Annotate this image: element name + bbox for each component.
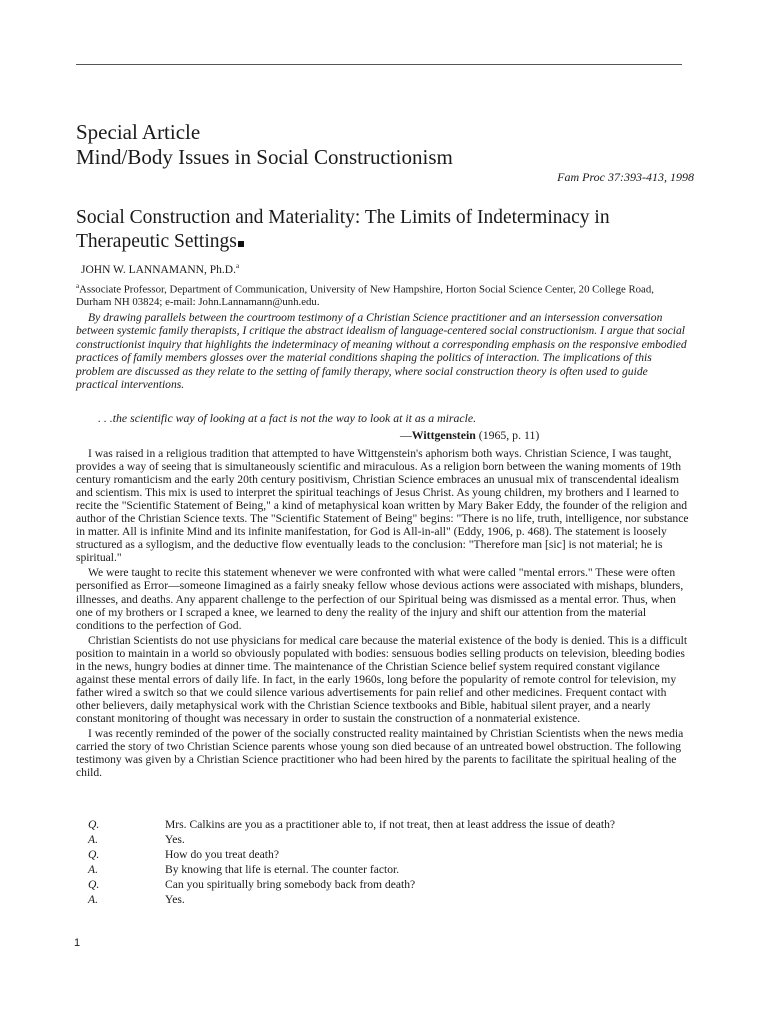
journal-citation: Fam Proc 37:393-413, 1998 (557, 170, 694, 184)
body-paragraph: I was raised in a religious tradition that attempted to have Wittgenstein's aphorism both ways. Christian Science, I was taught, provides a way of seeing that is simultaneously scientific and miraculous. As a religion born between the waning moments of 19th century romanticism and the early 20th century positivism, Christian Science embraces an unusual mix of transcendental idealism and scientism. This mix is used to interpret the spiritual teachings of Jesus Christ. As young children, my brothers and I learned to recite the "Scientific Statement of Being," a kind of metaphysical koan written by Mary Baker Eddy, the founder of the religion and author of the Christian Science texts. The "Scientific Statement of Being" begins: "There is no life, truth, intelligence, nor substance in matter. All is infinite Mind and its infinite manifestation, for God is All-in-all" (Eddy, 1906, p. 468). The statement is loosely structured as a syllogism, and the deductive flow eventually leads to the conclusion: "Therefore man [sic] is not material; he is spiritual." (76, 447, 689, 565)
article-title (76, 206, 696, 254)
epigraph-dash: — (400, 428, 412, 442)
special-article-label: Special Article (76, 120, 201, 144)
testimony-row (88, 892, 685, 907)
testimony-row (88, 877, 685, 892)
testimony-row (88, 847, 685, 862)
testimony-transcript (88, 817, 685, 907)
epigraph-source: (1965, p. 11) (475, 428, 540, 442)
testimony-text: By knowing that life is eternal. The counter factor. (165, 863, 400, 876)
testimony-text: Mrs. Calkins are you as a practitioner able to, if not treat, then at least address the issue of death? (165, 818, 616, 831)
article-heading (76, 120, 453, 170)
testimony-text: Can you spiritually bring somebody back from death? (165, 878, 416, 891)
article-body (76, 447, 692, 781)
section-title: Mind/Body Issues in Social Constructionism (76, 145, 453, 169)
testimony-speaker: A. (88, 863, 98, 876)
epigraph-author: Wittgenstein (411, 428, 476, 442)
article-title-text: Social Construction and Materiality: The Limits of Indeterminacy in Therapeutic Settings (76, 207, 610, 252)
affiliation-text: Associate Professor, Department of Communication, University of New Hampshire, Horton Social Science Center, 20 College Road, Durham NH 03824; e-mail: John.Lannamann@unh.edu. (76, 283, 654, 309)
author-affiliation (76, 280, 688, 309)
testimony-speaker: Q. (88, 818, 100, 831)
author-line (81, 262, 239, 276)
author-name: JOHN W. LANNAMANN, Ph.D. (81, 263, 236, 276)
author-superscript: a (235, 262, 240, 270)
testimony-row (88, 862, 685, 877)
testimony-speaker: Q. (88, 878, 100, 891)
body-paragraph: I was recently reminded of the power of the socially constructed reality maintained by Christian Scientists when the news media carried the story of two Christian Science parents whose young son died because of an untreated bowel obstruction. The following testimony was given by a Christian Science practitioner who had been hired by the parents to facilitate the spiritual healing of the child. (76, 726, 684, 780)
top-rule (76, 64, 682, 65)
testimony-text: Yes. (165, 833, 185, 846)
abstract: By drawing parallels between the courtroom testimony of a Christian Science practitioner and an intersession conversation between systemic family therapists, I critique the abstract idealism of language-centered social constructionism. I argue that social constructionist inquiry that highlights the indeterminacy of meaning without a corresponding emphasis on the responsive embodied practices of family members glosses over the material conditions shaping the politics of interaction. The implications of this problem are discussed as they relate to the setting of family therapy, where social construction theory is often used to guide practical interventions. (76, 311, 687, 392)
testimony-text: Yes. (165, 893, 185, 906)
affiliation-superscript: a (76, 282, 80, 290)
testimony-row (88, 817, 685, 832)
epigraph-quote: . . .the scientific way of looking at a fact is not the way to look at it as a miracle. (98, 411, 477, 425)
testimony-text: How do you treat death? (165, 848, 279, 861)
testimony-speaker: A. (88, 833, 98, 846)
title-marker-icon (238, 241, 244, 247)
testimony-speaker: A. (88, 893, 98, 906)
epigraph-attribution (400, 428, 539, 443)
page-number: 1 (74, 937, 81, 949)
body-paragraph: Christian Scientists do not use physicians for medical care because the material existence of the body is denied. This is a difficult position to maintain in a world so obviously populated with bodies: sensuous bodies selling products on television, bleeding bodies in the news, hungry bodies at dinner time. The maintenance of the Christian Science belief system required constant vigilance against these mental errors of daily life. In fact, in the early 1960s, long before the popularity of remote control for television, my father wired a switch so that we could silence various advertisements for pain relief and other medicines. Frequent contact with other believers, daily metaphysical work with the Christian Science textbooks and Bible, habitual silent prayer, and a nearly constant monitoring of thought was necessary in order to sustain the construction of a nonmaterial existence. (76, 633, 688, 725)
testimony-speaker: Q. (88, 848, 100, 861)
body-paragraph: We were taught to recite this statement whenever we were confronted with what were called "mental errors." These were often personified as Error—someone Iimagined as a fairly sneaky fellow whose devious actions were associated with mishaps, blunders, illnesses, and deaths. Any apparent challenge to the perfection of our Spiritual being was dismissed as a mental error. Thus, when one of my brothers or I scraped a knee, we learned to deny the reality of the injury and shift our attention from the material conditions to the perfection of God. (76, 566, 684, 632)
testimony-row (88, 832, 685, 847)
